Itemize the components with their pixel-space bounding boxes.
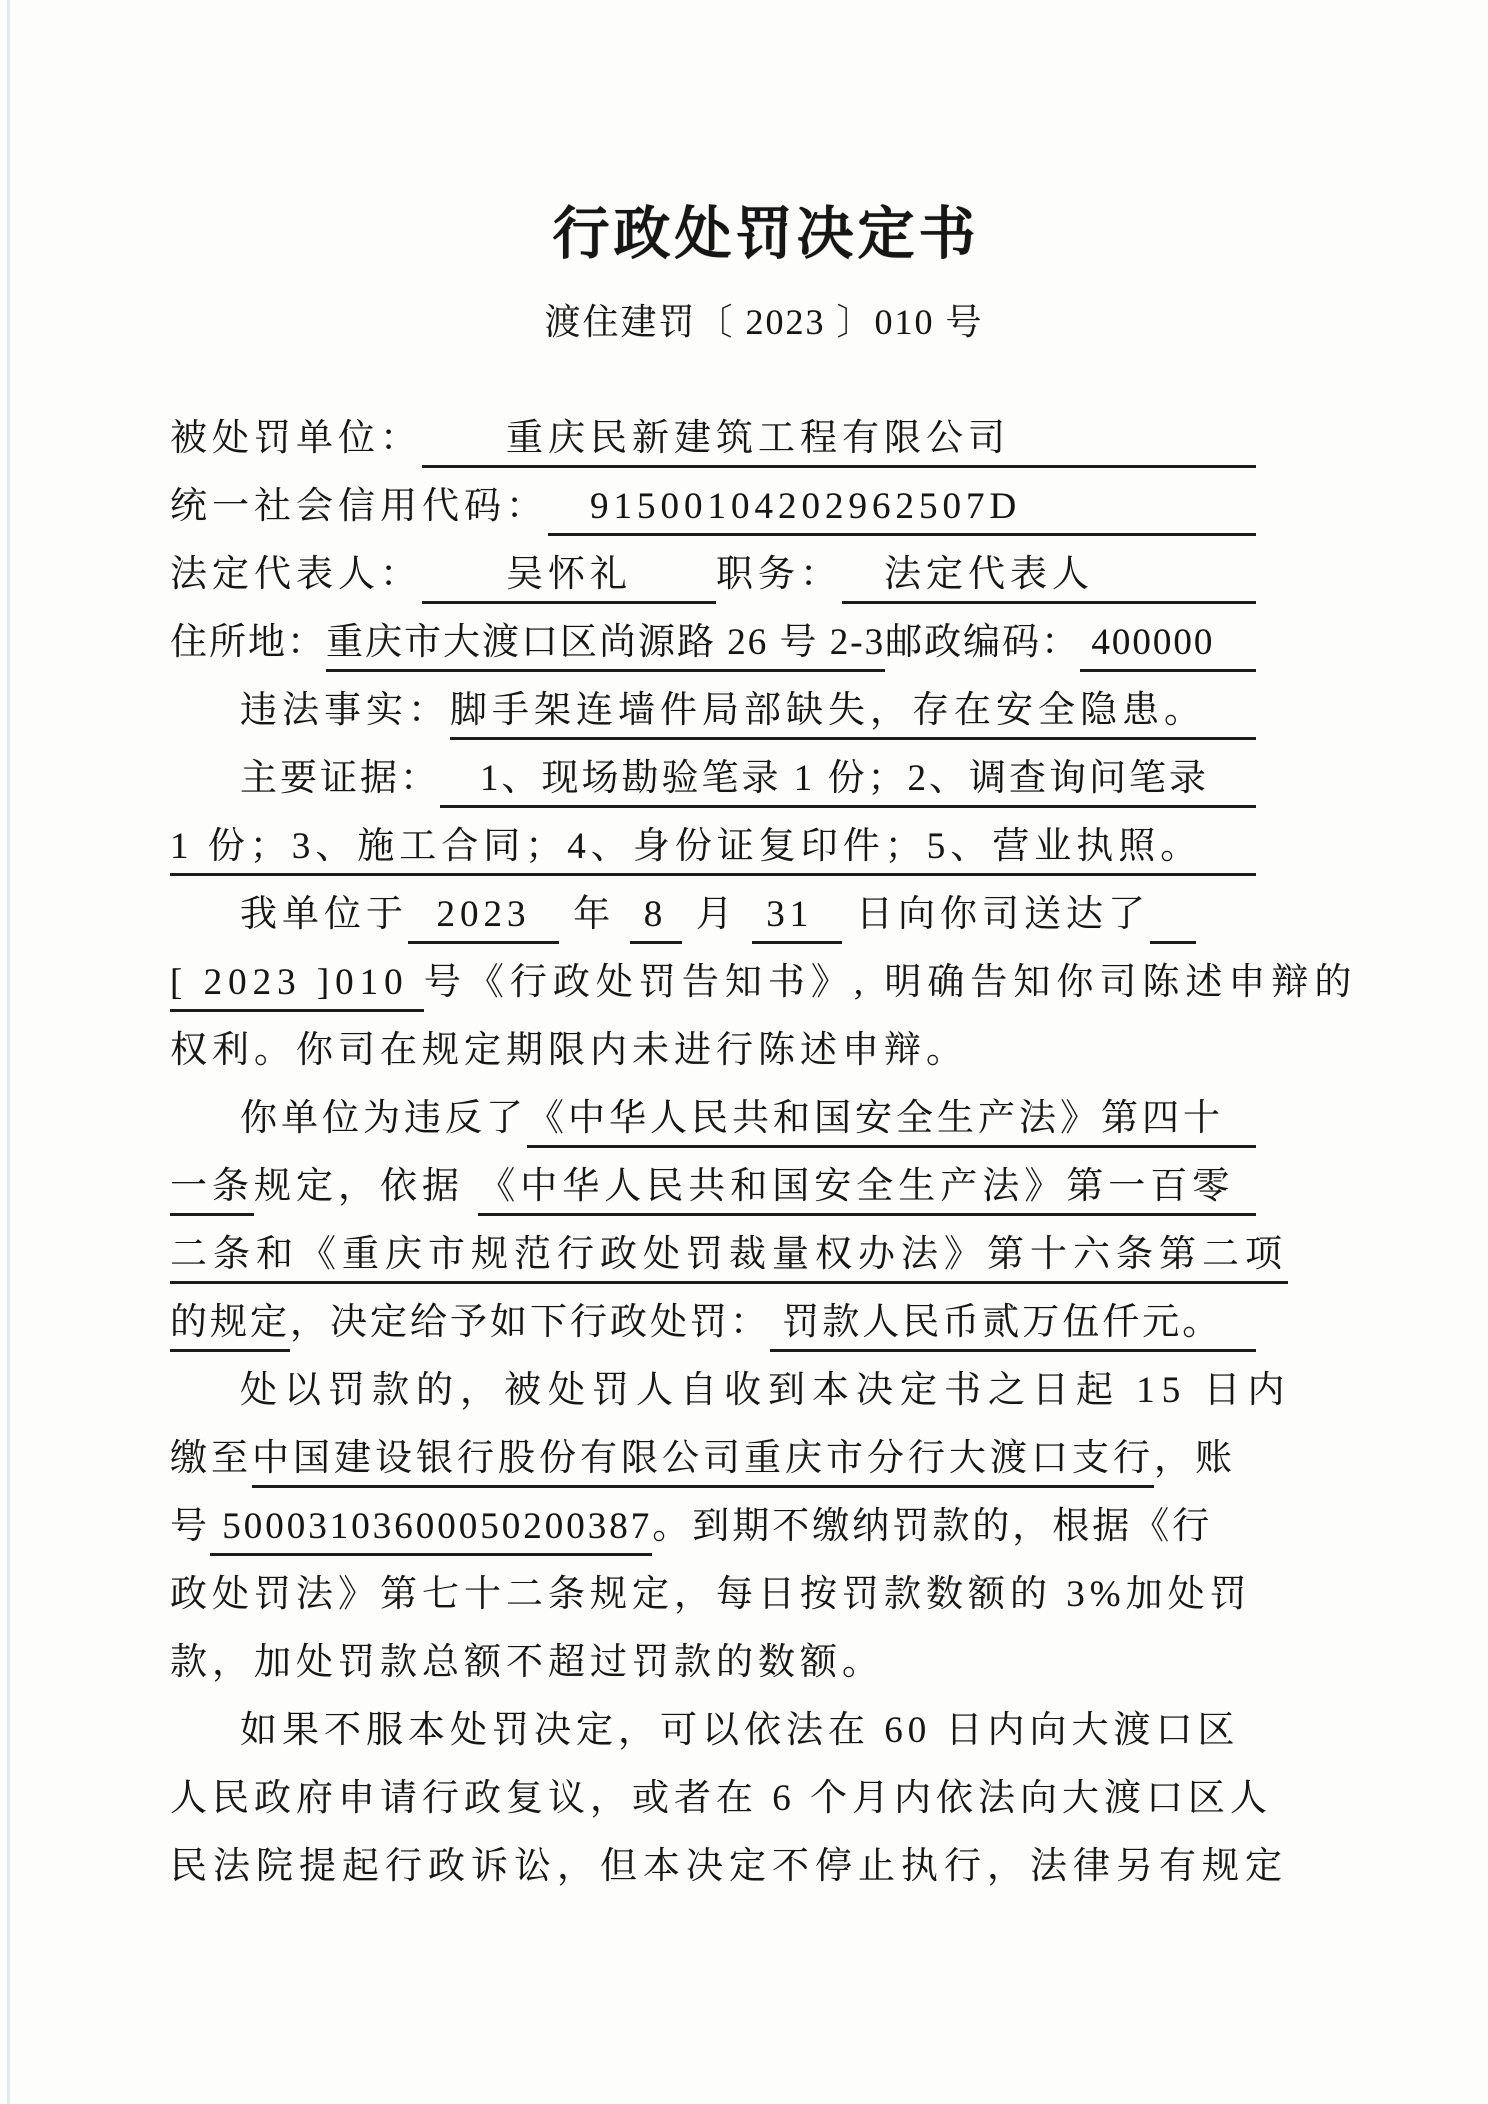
text-segment: 法定代表人： <box>170 553 422 595</box>
document-line <box>170 1624 1256 1692</box>
document-line <box>170 536 1256 604</box>
text-segment: 权利。你司在规定期限内未进行陈述申辩。 <box>170 1029 968 1071</box>
document-line <box>170 400 1256 468</box>
underlined-value: 31 <box>752 894 842 944</box>
underlined-value: 《中华人民共和国安全生产法》第一百零 <box>478 1166 1234 1216</box>
text-segment: 邮政编码： <box>885 621 1081 663</box>
blank-underline <box>1234 1207 1256 1216</box>
text-segment: 号《行政处罚告知书》, 明确告知你司陈述申辩的 <box>423 961 1358 1003</box>
document-line <box>170 1420 1256 1488</box>
underlined-value: 91500104202962507D <box>548 486 1021 536</box>
text-segment: 规定，依据 <box>254 1165 479 1207</box>
underlined-value: 1、现场勘验笔录 1 份；2、调查询问笔录 <box>440 758 1209 808</box>
blank-underline <box>1150 935 1196 944</box>
blank-underline <box>1209 799 1256 808</box>
text-segment: ，账 <box>1154 1437 1236 1479</box>
document-line <box>170 1284 1256 1352</box>
blank-underline <box>1094 595 1256 604</box>
document-line <box>170 604 1256 672</box>
text-segment: 统一社会信用代码： <box>170 485 548 527</box>
text-segment: 。到期不缴纳罚款的，根据《行 <box>652 1505 1213 1547</box>
underlined-value: 1 份；3、施工合同；4、身份证复印件；5、营业执照。 <box>170 826 1202 876</box>
document-line <box>170 944 1358 1012</box>
underlined-value: [ 2023 ]010 <box>170 962 424 1012</box>
text-segment: 年 <box>559 893 630 935</box>
document-line <box>170 876 1256 944</box>
underlined-value: 的规定 <box>170 1302 290 1352</box>
text-segment: 住所地： <box>170 621 326 663</box>
text-segment: 缴至 <box>170 1437 252 1479</box>
document-line <box>170 1012 1256 1080</box>
document-line <box>170 808 1256 876</box>
text-segment: 款，加处罚款总额不超过罚款的数额。 <box>170 1641 884 1683</box>
text-segment: 民法院提起行政诉讼，但本决定不停止执行，法律另有规定 <box>170 1845 1288 1887</box>
document-line <box>170 1556 1256 1624</box>
blank-underline <box>1214 663 1256 672</box>
text-segment: 我单位于 <box>240 893 408 935</box>
underlined-value: 二条和《重庆市规范行政处罚裁量权办法》第十六条第二项 <box>170 1234 1288 1284</box>
underlined-value: 中国建设银行股份有限公司重庆市分行大渡口支行 <box>252 1438 1154 1488</box>
document-line <box>170 672 1256 740</box>
text-segment: 职务： <box>716 553 842 595</box>
text-segment: 月 <box>681 893 752 935</box>
document-line <box>170 1488 1256 1556</box>
underlined-value: 脚手架连墙件局部缺失，存在安全隐患。 <box>450 690 1206 740</box>
underlined-value: 50003103600050200387 <box>210 1506 652 1556</box>
document-line <box>170 1148 1256 1216</box>
blank-underline <box>1202 867 1256 876</box>
document-line <box>170 740 1256 808</box>
document-line <box>170 1828 1288 1896</box>
underlined-value: 8 <box>630 894 682 944</box>
underlined-value: 400000 <box>1080 622 1214 672</box>
underlined-value: 吴怀礼 <box>422 554 716 604</box>
text-segment: 政处罚法》第七十二条规定，每日按罚款数额的 3%加处罚 <box>170 1573 1252 1615</box>
document-line <box>170 1760 1272 1828</box>
document-line <box>170 1216 1288 1284</box>
underlined-value: 重庆民新建筑工程有限公司 <box>422 418 1010 468</box>
text-segment: 人民政府申请行政复议，或者在 6 个月内依法向大渡口区人 <box>170 1777 1272 1819</box>
text-segment: 处以罚款的，被处罚人自收到本决定书之日起 15 日内 <box>240 1369 1292 1411</box>
blank-underline <box>1010 459 1256 468</box>
underlined-value: 2023 <box>408 894 559 944</box>
underlined-value: 重庆市大渡口区尚源路 26 号 2-3 <box>326 622 885 672</box>
underlined-value: 法定代表人 <box>842 554 1094 604</box>
document-line <box>170 1080 1256 1148</box>
document-line <box>170 468 1256 536</box>
text-segment: 违法事实： <box>240 689 450 731</box>
text-segment: 号 <box>170 1505 210 1547</box>
blank-underline <box>1206 731 1256 740</box>
text-segment: 你单位为违反了 <box>240 1097 527 1139</box>
text-segment: ，决定给予如下行政处罚： <box>290 1301 770 1343</box>
document-body <box>170 400 1358 1896</box>
text-segment: 被处罚单位： <box>170 417 422 459</box>
text-segment: 日向你司送达了 <box>841 893 1150 935</box>
blank-underline <box>1224 1139 1256 1148</box>
blank-underline <box>1222 1343 1256 1352</box>
underlined-value: 《中华人民共和国安全生产法》第四十 <box>527 1098 1224 1148</box>
document-title: 行政处罚决定书 <box>552 203 980 266</box>
underlined-value: 罚款人民币贰万伍仟元。 <box>770 1302 1222 1352</box>
blank-underline <box>1021 527 1256 536</box>
text-segment: 主要证据： <box>240 757 440 799</box>
document-line <box>170 1352 1292 1420</box>
document-number: 渡住建罚〔 2023 〕010 号 <box>544 302 984 342</box>
underlined-value: 一条 <box>170 1166 254 1216</box>
text-segment: 如果不服本处罚决定，可以依法在 60 日内向大渡口区 <box>240 1709 1240 1751</box>
document-line <box>170 1692 1256 1760</box>
